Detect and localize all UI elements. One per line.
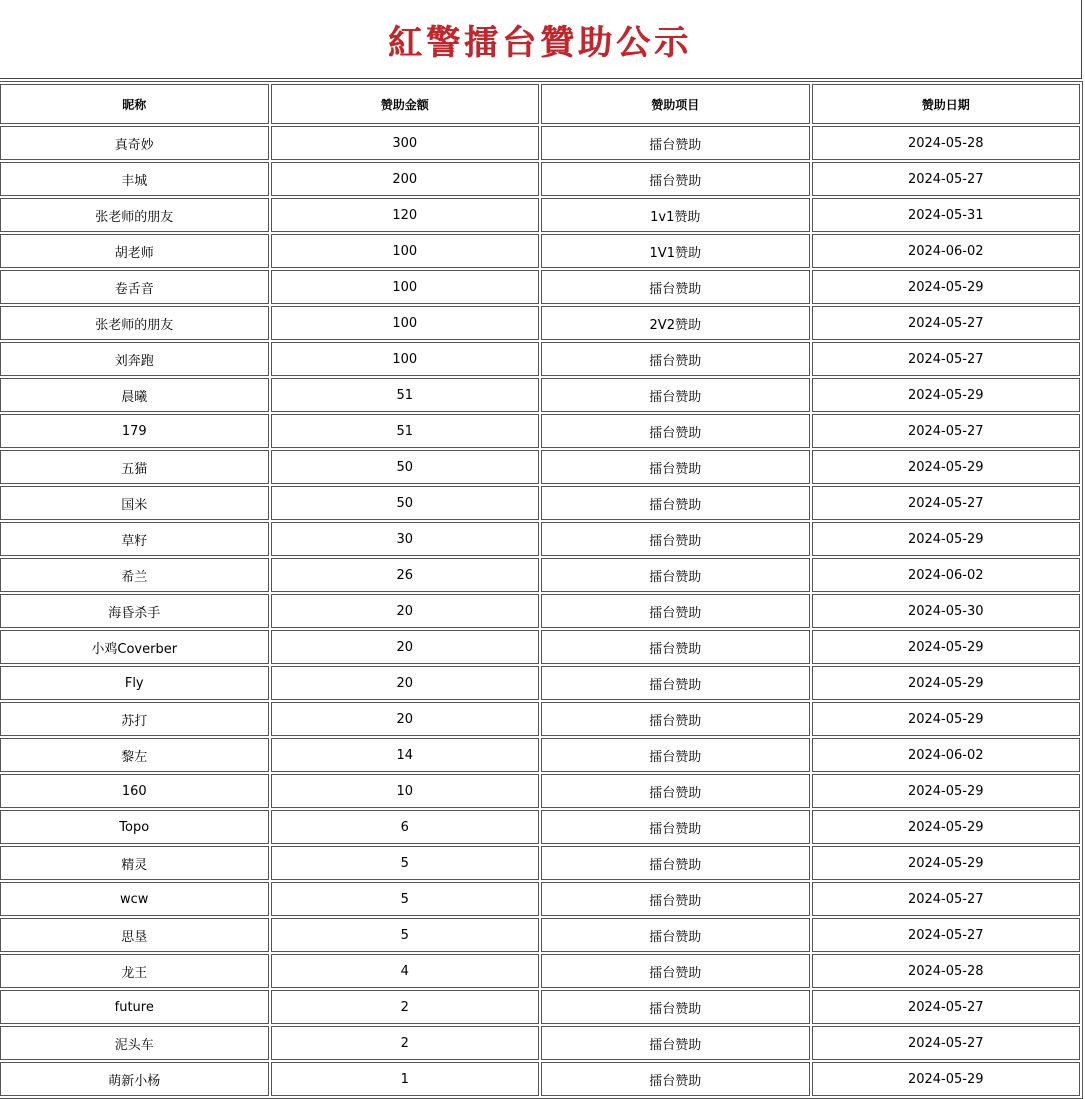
cell-amount: 6 <box>271 810 540 844</box>
cell-amount: 30 <box>271 522 540 556</box>
cell-date: 2024-05-29 <box>812 522 1081 556</box>
cell-project: 擂台赞助 <box>541 522 810 556</box>
cell-project: 1V1赞助 <box>541 234 810 268</box>
cell-nickname: future <box>0 990 269 1024</box>
table-row <box>0 810 1080 844</box>
cell-date: 2024-06-02 <box>812 234 1081 268</box>
cell-nickname: wcw <box>0 882 269 916</box>
table-row <box>0 306 1080 340</box>
cell-date: 2024-05-29 <box>812 270 1081 304</box>
cell-project: 擂台赞助 <box>541 450 810 484</box>
table-row <box>0 1062 1080 1096</box>
cell-project: 2V2赞助 <box>541 306 810 340</box>
cell-date: 2024-06-02 <box>812 738 1081 772</box>
cell-amount: 14 <box>271 738 540 772</box>
cell-nickname: 希兰 <box>0 558 269 592</box>
cell-date: 2024-05-28 <box>812 126 1081 160</box>
cell-date: 2024-05-27 <box>812 1026 1081 1060</box>
cell-project: 擂台赞助 <box>541 846 810 880</box>
cell-nickname: 张老师的朋友 <box>0 198 269 232</box>
cell-date: 2024-05-31 <box>812 198 1081 232</box>
cell-amount: 2 <box>271 1026 540 1060</box>
cell-project: 擂台赞助 <box>541 918 810 952</box>
column-header-nickname: 昵称 <box>0 84 269 124</box>
cell-amount: 51 <box>271 378 540 412</box>
cell-nickname: 五猫 <box>0 450 269 484</box>
cell-date: 2024-05-29 <box>812 702 1081 736</box>
cell-amount: 100 <box>271 342 540 376</box>
cell-project: 1v1赞助 <box>541 198 810 232</box>
table-row <box>0 630 1080 664</box>
column-header-project: 赞助项目 <box>541 84 810 124</box>
cell-nickname: 刘奔跑 <box>0 342 269 376</box>
table-row <box>0 342 1080 376</box>
cell-nickname: 海昏杀手 <box>0 594 269 628</box>
cell-amount: 200 <box>271 162 540 196</box>
cell-nickname: 卷舌音 <box>0 270 269 304</box>
sponsor-table <box>0 81 1083 1099</box>
cell-project: 擂台赞助 <box>541 162 810 196</box>
table-row <box>0 378 1080 412</box>
cell-project: 擂台赞助 <box>541 774 810 808</box>
table-row <box>0 990 1080 1024</box>
cell-nickname: 真奇妙 <box>0 126 269 160</box>
cell-project: 擂台赞助 <box>541 1062 810 1096</box>
cell-project: 擂台赞助 <box>541 342 810 376</box>
cell-date: 2024-05-27 <box>812 882 1081 916</box>
cell-nickname: 精灵 <box>0 846 269 880</box>
cell-nickname: 160 <box>0 774 269 808</box>
page-title: 紅警擂台贊助公示 <box>388 22 692 63</box>
table-row <box>0 486 1080 520</box>
cell-nickname: Topo <box>0 810 269 844</box>
cell-nickname: 黎左 <box>0 738 269 772</box>
table-row <box>0 666 1080 700</box>
cell-amount: 20 <box>271 594 540 628</box>
cell-project: 擂台赞助 <box>541 486 810 520</box>
table-row <box>0 594 1080 628</box>
cell-amount: 100 <box>271 234 540 268</box>
table-row <box>0 450 1080 484</box>
table-row <box>0 954 1080 988</box>
cell-amount: 100 <box>271 270 540 304</box>
cell-amount: 5 <box>271 918 540 952</box>
cell-nickname: 思垦 <box>0 918 269 952</box>
cell-amount: 50 <box>271 486 540 520</box>
cell-nickname: 草籽 <box>0 522 269 556</box>
cell-project: 擂台赞助 <box>541 954 810 988</box>
cell-project: 擂台赞助 <box>541 1026 810 1060</box>
cell-project: 擂台赞助 <box>541 702 810 736</box>
cell-project: 擂台赞助 <box>541 558 810 592</box>
cell-nickname: 179 <box>0 414 269 448</box>
cell-date: 2024-05-29 <box>812 774 1081 808</box>
cell-amount: 20 <box>271 666 540 700</box>
header-row <box>0 84 1080 124</box>
table-row <box>0 738 1080 772</box>
cell-nickname: 张老师的朋友 <box>0 306 269 340</box>
cell-nickname: 国米 <box>0 486 269 520</box>
cell-amount: 51 <box>271 414 540 448</box>
cell-amount: 10 <box>271 774 540 808</box>
table-row <box>0 774 1080 808</box>
cell-date: 2024-05-27 <box>812 414 1081 448</box>
cell-date: 2024-05-27 <box>812 162 1081 196</box>
cell-amount: 4 <box>271 954 540 988</box>
cell-project: 擂台赞助 <box>541 270 810 304</box>
cell-nickname: 泥头车 <box>0 1026 269 1060</box>
cell-nickname: 龙王 <box>0 954 269 988</box>
cell-date: 2024-05-29 <box>812 810 1081 844</box>
table-row <box>0 198 1080 232</box>
table-row <box>0 522 1080 556</box>
cell-amount: 1 <box>271 1062 540 1096</box>
cell-date: 2024-05-27 <box>812 342 1081 376</box>
cell-project: 擂台赞助 <box>541 126 810 160</box>
cell-date: 2024-05-29 <box>812 846 1081 880</box>
table-row <box>0 558 1080 592</box>
cell-nickname: 丰城 <box>0 162 269 196</box>
cell-date: 2024-05-27 <box>812 918 1081 952</box>
cell-date: 2024-05-29 <box>812 630 1081 664</box>
table-row <box>0 126 1080 160</box>
cell-amount: 5 <box>271 882 540 916</box>
table-row <box>0 270 1080 304</box>
table-row <box>0 882 1080 916</box>
table-row <box>0 414 1080 448</box>
cell-amount: 100 <box>271 306 540 340</box>
title-banner <box>0 0 1082 79</box>
cell-amount: 300 <box>271 126 540 160</box>
cell-project: 擂台赞助 <box>541 738 810 772</box>
table-body <box>0 126 1080 1096</box>
cell-project: 擂台赞助 <box>541 378 810 412</box>
cell-date: 2024-05-29 <box>812 378 1081 412</box>
cell-amount: 26 <box>271 558 540 592</box>
cell-date: 2024-05-28 <box>812 954 1081 988</box>
cell-amount: 20 <box>271 630 540 664</box>
cell-project: 擂台赞助 <box>541 594 810 628</box>
cell-nickname: 晨曦 <box>0 378 269 412</box>
cell-amount: 50 <box>271 450 540 484</box>
cell-date: 2024-05-29 <box>812 666 1081 700</box>
cell-nickname: 苏打 <box>0 702 269 736</box>
table-header <box>0 84 1080 124</box>
cell-nickname: Fly <box>0 666 269 700</box>
table-row <box>0 162 1080 196</box>
cell-nickname: 胡老师 <box>0 234 269 268</box>
column-header-amount: 赞助金额 <box>271 84 540 124</box>
cell-project: 擂台赞助 <box>541 666 810 700</box>
cell-project: 擂台赞助 <box>541 414 810 448</box>
cell-amount: 2 <box>271 990 540 1024</box>
table-row <box>0 918 1080 952</box>
cell-amount: 120 <box>271 198 540 232</box>
cell-date: 2024-05-27 <box>812 486 1081 520</box>
cell-project: 擂台赞助 <box>541 990 810 1024</box>
cell-amount: 20 <box>271 702 540 736</box>
cell-date: 2024-06-02 <box>812 558 1081 592</box>
table-row <box>0 846 1080 880</box>
cell-date: 2024-05-27 <box>812 990 1081 1024</box>
cell-nickname: 萌新小杨 <box>0 1062 269 1096</box>
cell-project: 擂台赞助 <box>541 630 810 664</box>
table-row <box>0 702 1080 736</box>
cell-nickname: 小鸡Coverber <box>0 630 269 664</box>
cell-date: 2024-05-29 <box>812 450 1081 484</box>
cell-project: 擂台赞助 <box>541 882 810 916</box>
cell-date: 2024-05-29 <box>812 1062 1081 1096</box>
cell-date: 2024-05-30 <box>812 594 1081 628</box>
cell-amount: 5 <box>271 846 540 880</box>
cell-date: 2024-05-27 <box>812 306 1081 340</box>
cell-project: 擂台赞助 <box>541 810 810 844</box>
table-row <box>0 234 1080 268</box>
column-header-date: 赞助日期 <box>812 84 1081 124</box>
table-row <box>0 1026 1080 1060</box>
